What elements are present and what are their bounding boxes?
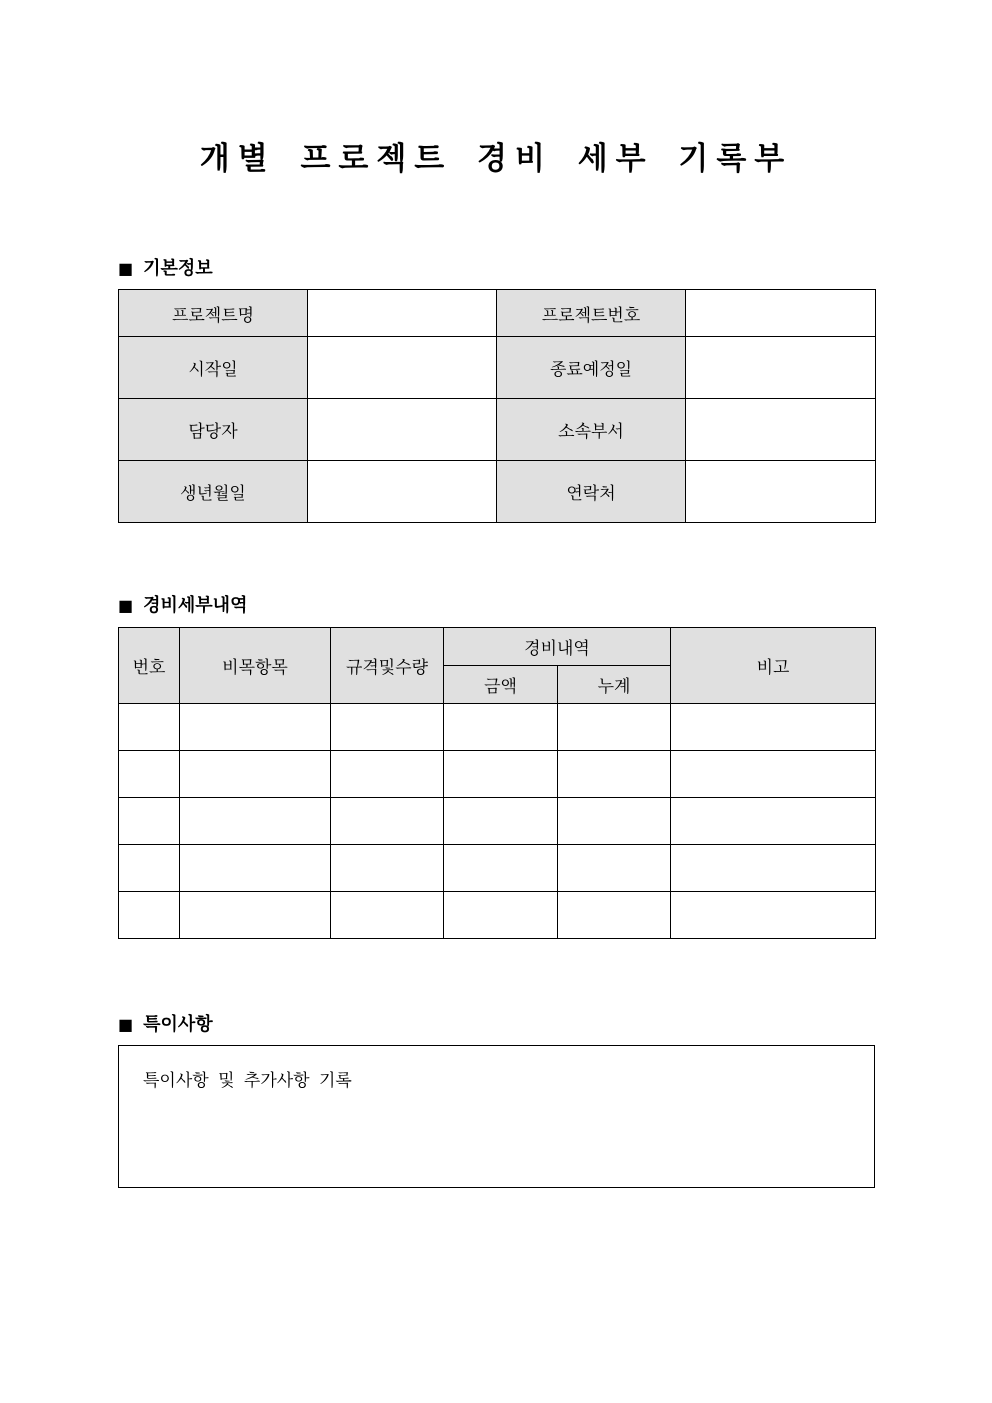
spec-qty-cell[interactable] — [331, 751, 444, 798]
expense-heading-text: 경비세부내역 — [143, 595, 248, 616]
item-cell[interactable] — [180, 845, 331, 892]
table-row — [119, 892, 876, 939]
basic-info-heading — [118, 254, 213, 280]
remarks-cell[interactable] — [671, 892, 876, 939]
project-number-field[interactable] — [686, 290, 876, 337]
amount-cell[interactable] — [444, 798, 558, 845]
project-number-label: 프로젝트번호 — [497, 290, 686, 337]
remarks-header: 비고 — [671, 628, 876, 704]
cumulative-cell[interactable] — [558, 751, 671, 798]
item-header: 비목항목 — [180, 628, 331, 704]
expense-group-header: 경비내역 — [444, 628, 671, 666]
basic-info-table — [118, 289, 876, 523]
amount-cell[interactable] — [444, 845, 558, 892]
remarks-cell[interactable] — [671, 751, 876, 798]
notes-text: 특이사항 및 추가사항 기록 — [143, 1071, 352, 1091]
expense-heading — [118, 591, 247, 617]
square-bullet-icon: ■ — [118, 596, 134, 615]
number-cell[interactable] — [119, 845, 180, 892]
start-date-label: 시작일 — [119, 337, 308, 399]
number-header: 번호 — [119, 628, 180, 704]
square-bullet-icon: ■ — [118, 1015, 134, 1034]
spec-qty-cell[interactable] — [331, 892, 444, 939]
department-field[interactable] — [686, 399, 876, 461]
table-row — [119, 845, 876, 892]
item-cell[interactable] — [180, 798, 331, 845]
spec-qty-cell[interactable] — [331, 704, 444, 751]
end-date-field[interactable] — [686, 337, 876, 399]
cumulative-header: 누계 — [558, 666, 671, 704]
cumulative-cell[interactable] — [558, 798, 671, 845]
number-cell[interactable] — [119, 751, 180, 798]
square-bullet-icon: ■ — [118, 259, 134, 278]
contact-field[interactable] — [686, 461, 876, 523]
end-date-label: 종료예정일 — [497, 337, 686, 399]
item-cell[interactable] — [180, 751, 331, 798]
number-cell[interactable] — [119, 704, 180, 751]
cumulative-cell[interactable] — [558, 892, 671, 939]
spec-qty-header: 규격및수량 — [331, 628, 444, 704]
item-cell[interactable] — [180, 704, 331, 751]
remarks-cell[interactable] — [671, 704, 876, 751]
birthdate-label: 생년월일 — [119, 461, 308, 523]
spec-qty-cell[interactable] — [331, 845, 444, 892]
cumulative-cell[interactable] — [558, 845, 671, 892]
project-name-label: 프로젝트명 — [119, 290, 308, 337]
start-date-field[interactable] — [308, 337, 497, 399]
manager-field[interactable] — [308, 399, 497, 461]
number-cell[interactable] — [119, 892, 180, 939]
basic-info-row — [119, 290, 876, 337]
cumulative-cell[interactable] — [558, 704, 671, 751]
amount-cell[interactable] — [444, 892, 558, 939]
basic-info-row — [119, 337, 876, 399]
notes-box[interactable] — [118, 1045, 875, 1188]
document-title: 개별 프로젝트 경비 세부 기록부 — [199, 141, 793, 177]
department-label: 소속부서 — [497, 399, 686, 461]
number-cell[interactable] — [119, 798, 180, 845]
amount-header: 금액 — [444, 666, 558, 704]
expense-header-row — [119, 628, 876, 666]
amount-cell[interactable] — [444, 751, 558, 798]
birthdate-field[interactable] — [308, 461, 497, 523]
remarks-cell[interactable] — [671, 845, 876, 892]
project-name-field[interactable] — [308, 290, 497, 337]
contact-label: 연락처 — [497, 461, 686, 523]
basic-info-row — [119, 461, 876, 523]
notes-heading-text: 특이사항 — [143, 1014, 213, 1035]
table-row — [119, 751, 876, 798]
amount-cell[interactable] — [444, 704, 558, 751]
remarks-cell[interactable] — [671, 798, 876, 845]
manager-label: 담당자 — [119, 399, 308, 461]
table-row — [119, 704, 876, 751]
basic-info-heading-text: 기본정보 — [143, 258, 213, 279]
spec-qty-cell[interactable] — [331, 798, 444, 845]
notes-heading — [118, 1010, 213, 1036]
basic-info-row — [119, 399, 876, 461]
expense-table — [118, 627, 876, 939]
table-row — [119, 798, 876, 845]
item-cell[interactable] — [180, 892, 331, 939]
